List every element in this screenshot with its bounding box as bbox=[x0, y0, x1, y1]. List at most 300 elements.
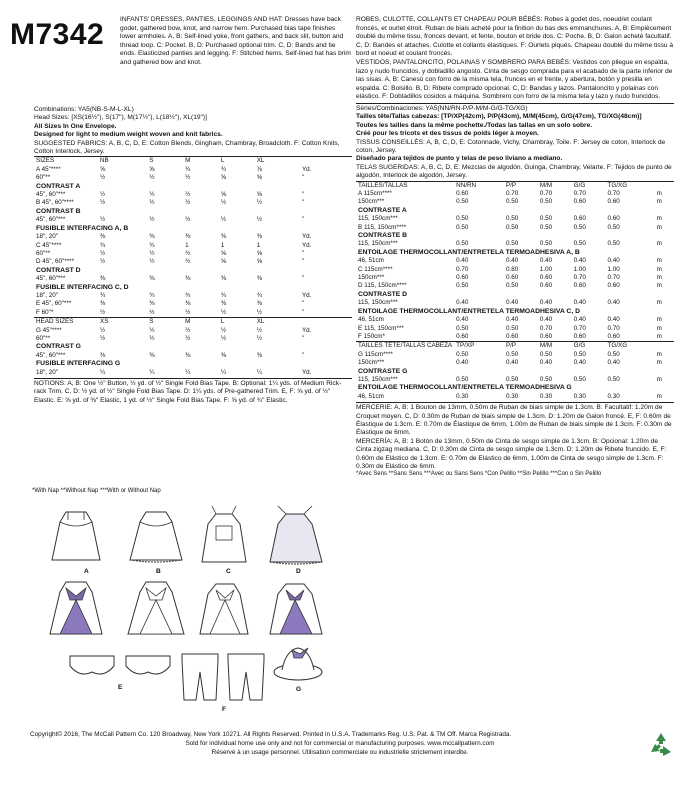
section-title: ENTOILAGE THERMOCOLLANT/ENTRETELA TERMOADHESIVA G bbox=[358, 384, 572, 392]
garment-f-leggings bbox=[182, 654, 264, 700]
garment-label-b: B bbox=[156, 568, 161, 575]
table-cell: 0.50 bbox=[539, 223, 553, 231]
table-cell: ½ bbox=[149, 326, 155, 334]
table-cell: 45", 60"*** bbox=[36, 351, 66, 359]
table-cell: L bbox=[219, 157, 255, 166]
french-spanish-column bbox=[356, 16, 674, 479]
garment-drawings-svg bbox=[30, 500, 330, 730]
yardage-table bbox=[34, 156, 352, 377]
table-cell: 60"** bbox=[36, 334, 51, 342]
garment-label-c: C bbox=[226, 568, 231, 575]
table-cell: " bbox=[301, 258, 305, 266]
table-cell: ⅝ bbox=[256, 249, 262, 257]
table-cell: 115, 150cm*** bbox=[358, 299, 398, 307]
table-cell: D 45", 60"**** bbox=[36, 258, 75, 266]
table-cell: 0.40 bbox=[607, 299, 620, 307]
table-cell: 18", 20" bbox=[36, 291, 58, 299]
table-row bbox=[34, 275, 352, 283]
head-sizes-fr: Tailles tête/Tallas cabezas: [TP/XP(42cm), P/P(43cm), M/M(45cm), G/G(47cm), TG/XG(48cm)] bbox=[356, 113, 642, 121]
table-cell: ½ bbox=[149, 258, 155, 266]
table-section-row bbox=[356, 291, 674, 299]
table-cell: 1 bbox=[256, 241, 261, 249]
table-cell: ½ bbox=[220, 326, 227, 334]
table-cell: m bbox=[656, 350, 662, 358]
table-cell: ½ bbox=[100, 326, 106, 334]
table-cell: ⅜ bbox=[256, 300, 262, 308]
table-row bbox=[356, 190, 674, 198]
garment-label-f: F bbox=[222, 706, 227, 713]
garment-label-d: D bbox=[296, 568, 301, 575]
table-cell: 115, 150cm*** bbox=[358, 375, 398, 383]
section-title: FUSIBLE INTERFACING G bbox=[36, 360, 121, 368]
table-cell: 60"** bbox=[36, 174, 51, 182]
table-cell: m bbox=[656, 316, 662, 324]
table-row bbox=[34, 250, 352, 258]
table-row bbox=[356, 266, 674, 274]
table-cell: 46, 51cm bbox=[358, 392, 384, 400]
table-cell: 0.40 bbox=[573, 299, 586, 307]
table-cell: " bbox=[301, 199, 305, 207]
table-cell: m bbox=[656, 190, 662, 197]
table-cell: 0.70 bbox=[505, 190, 519, 197]
table-row bbox=[34, 166, 352, 174]
table-cell: ⅞ bbox=[256, 165, 262, 173]
table-cell: M bbox=[183, 318, 219, 327]
table-cell: m bbox=[656, 375, 662, 383]
copyright-line: Copyright© 2016, The McCall Pattern Co. 120 Broadway, New York 10271. All Rights Reserved. Printed in U.S.A. Trademarks Reg. U.S. Pat. & TM Off. Marca Registrada. bbox=[30, 731, 512, 738]
garment-c-back bbox=[200, 584, 248, 634]
table-row bbox=[34, 369, 352, 377]
table-cell: 150cm*** bbox=[358, 359, 385, 367]
table-cell: 0.50 bbox=[456, 324, 469, 332]
series-text: Séries/Combinaciones: YA5(NN/RN-P/P-M/M-G/G-TG/XG) bbox=[356, 104, 528, 112]
table-cell: ½ bbox=[185, 199, 191, 207]
table-cell: ½ bbox=[256, 199, 262, 207]
table-cell: ⅝ bbox=[149, 165, 155, 173]
table-cell: 0.60 bbox=[607, 282, 620, 290]
table-cell: 0.50 bbox=[607, 240, 620, 248]
table-cell: M/M bbox=[538, 181, 572, 190]
table-cell: m bbox=[656, 299, 662, 307]
table-cell: 0.50 bbox=[539, 198, 553, 206]
table-row bbox=[34, 199, 352, 207]
table-cell: 0.60 bbox=[607, 198, 620, 206]
table-cell: ½ bbox=[100, 334, 106, 342]
table-cell: 0.50 bbox=[607, 350, 620, 358]
usage-line-fr: Réservé à un usage personnel. Utilisation commerciale ou industrielle strictement interdite. bbox=[211, 749, 469, 756]
table-row bbox=[356, 282, 674, 290]
table-cell: ⅜ bbox=[220, 351, 227, 359]
table-cell: ½ bbox=[256, 308, 262, 316]
table-cell: 0.60 bbox=[456, 274, 469, 282]
section-title: FUSIBLE INTERFACING C, D bbox=[36, 283, 129, 291]
table-row bbox=[34, 242, 352, 250]
table-subheader-row bbox=[34, 318, 352, 327]
table-cell: 0.60 bbox=[573, 198, 586, 206]
table-cell: " bbox=[301, 275, 305, 283]
section-title: CONTRASTE B bbox=[358, 232, 408, 240]
table-subheader-row bbox=[356, 342, 674, 351]
table-row bbox=[356, 376, 674, 384]
table-section-row bbox=[356, 232, 674, 240]
table-cell: 0.40 bbox=[456, 316, 469, 324]
table-cell: 0.50 bbox=[456, 215, 469, 223]
table-cell: 0.30 bbox=[573, 392, 586, 400]
table-row bbox=[356, 240, 674, 248]
table-cell: F 150cm* bbox=[358, 332, 385, 340]
table-cell: 0.40 bbox=[456, 359, 469, 367]
table-cell: L bbox=[219, 318, 255, 327]
table-cell: D 115, 150cm**** bbox=[358, 282, 407, 290]
table-section-row bbox=[356, 368, 674, 376]
table-cell: ½ bbox=[149, 174, 155, 182]
head-sizes-text: Head Sizes: [XS(16½"), S(17"), M(17½"), L(18½"), XL(19")] bbox=[34, 114, 207, 122]
table-cell: 0.70 bbox=[607, 324, 620, 332]
table-cell: 0.60 bbox=[539, 274, 553, 282]
table-cell: ½ bbox=[149, 191, 155, 199]
table-cell: ½ bbox=[149, 199, 155, 207]
nap-note: *With Nap **Without Nap ***With or Without Nap bbox=[32, 488, 161, 494]
table-cell: 1.00 bbox=[607, 265, 620, 273]
table-cell: TAILLES/TALLAS bbox=[356, 181, 454, 190]
table-cell: 0.50 bbox=[607, 223, 620, 231]
table-cell: 0.50 bbox=[456, 198, 469, 206]
table-cell: 0.40 bbox=[456, 299, 469, 307]
table-cell: 0.60 bbox=[607, 332, 620, 340]
section-title: FUSIBLE INTERFACING A, B bbox=[36, 224, 129, 232]
table-cell: 0.80 bbox=[505, 265, 519, 273]
section-title: ENTOILAGE THERMOCOLLANT/ENTRETELA TERMOADHESIVA C, D bbox=[358, 307, 581, 315]
usage-line-en: Sold for individual home use only and not for commercial or manufacturing purposes. www.mccallpattern.com bbox=[185, 740, 495, 747]
table-cell: 45", 60"*** bbox=[36, 216, 66, 224]
table-cell: C 115cm**** bbox=[358, 265, 393, 273]
table-cell: 0.50 bbox=[573, 223, 586, 231]
table-cell bbox=[655, 342, 674, 351]
table-cell: ½ bbox=[149, 334, 155, 342]
garment-a-back bbox=[50, 582, 102, 634]
table-section-row bbox=[34, 208, 352, 216]
table-cell: E 45", 60"*** bbox=[36, 300, 72, 308]
table-cell: ¼ bbox=[256, 368, 262, 376]
table-cell: ½ bbox=[256, 334, 262, 342]
table-cell: HEAD SIZES bbox=[34, 318, 98, 327]
table-cell: 0.50 bbox=[539, 215, 553, 223]
table-cell: TP/XP bbox=[454, 342, 504, 351]
table-cell: 0.30 bbox=[505, 392, 519, 400]
table-cell: 0.70 bbox=[607, 274, 620, 282]
table-cell: 45", 60"*** bbox=[36, 191, 66, 199]
table-cell: 0.50 bbox=[573, 350, 586, 358]
table-cell: Yd. bbox=[301, 165, 312, 173]
garment-label-e: E bbox=[118, 684, 123, 691]
table-cell: 0.60 bbox=[573, 282, 586, 290]
table-cell: m bbox=[656, 324, 662, 332]
table-cell bbox=[300, 318, 352, 327]
table-cell: ½ bbox=[185, 174, 191, 182]
table-cell: 0.60 bbox=[456, 332, 469, 340]
table-cell: ⅝ bbox=[256, 191, 262, 199]
section-title: CONTRAST B bbox=[36, 207, 81, 215]
garment-label-g: G bbox=[296, 686, 302, 693]
table-cell: ⅜ bbox=[220, 300, 227, 308]
designed-text: Designed for light to medium weight woven and knit fabrics. bbox=[34, 131, 223, 139]
table-cell: 0.60 bbox=[539, 332, 553, 340]
table-cell: ¾ bbox=[220, 165, 227, 173]
telas-text: TELAS SUGERIDAS: A, B, C, D, E: Mezclas de algodón, Guinga, Chambray, Velarte. F: Tejidos de punto de algodón, Interlock de algodón, Jersey. bbox=[356, 163, 672, 180]
table-cell: Yd. bbox=[301, 233, 312, 241]
table-cell: Yd. bbox=[301, 241, 312, 249]
table-cell: 0.30 bbox=[607, 392, 620, 400]
intro-spanish: VESTIDOS, PANTALONCITO, POLAINAS Y SOMBRERO PARA BEBÉS: Vestidos con pliegue en espalda, lazo y nudo fruncidos, y dobladillo angosto. Cinta de sesgo comprada para el acabado de la parte inferior de las sisas. A, B: Canesú con forro de la misma tela, frunces en el frente, y abertura, botón y presilla en espalda. C: Bolsillo. B, D: Ribete comprado opcional. C, D: Bandas y lazos. Pantaloncito y polainas con elástico. F: Dobladillos cosidos a máquina. Sombrero con forro de la misma tela y lazo y nudo fruncidos. bbox=[356, 58, 673, 101]
table-cell: G/G bbox=[572, 181, 606, 190]
nap-note-fr-es: *Avec Sens **Sans Sens ***Avec ou Sans Sens *Con Pelillo **Sin Pelillo ***Con o Sin Pelillo bbox=[356, 471, 602, 478]
table-row bbox=[34, 335, 352, 343]
table-cell: " bbox=[301, 300, 305, 308]
table-cell: NN/RN bbox=[454, 181, 504, 190]
table-cell: 0.50 bbox=[505, 350, 519, 358]
table-cell: m bbox=[656, 223, 662, 231]
garment-d-front bbox=[270, 506, 322, 564]
table-section-row bbox=[34, 267, 352, 275]
table-cell: ⅜ bbox=[185, 233, 191, 241]
table-cell: m bbox=[656, 392, 662, 400]
table-cell: m bbox=[656, 359, 662, 367]
table-cell: ⅜ bbox=[185, 351, 191, 359]
section-title: CONTRASTE G bbox=[358, 367, 408, 375]
table-row bbox=[356, 198, 674, 206]
table-cell: " bbox=[301, 249, 305, 257]
table-cell: G 115cm**** bbox=[358, 350, 393, 358]
table-cell: 0.40 bbox=[607, 257, 620, 265]
table-section-row bbox=[34, 343, 352, 351]
table-cell: ⅝ bbox=[220, 258, 227, 266]
table-cell: 0.50 bbox=[539, 240, 553, 248]
table-cell: ⅜ bbox=[100, 300, 106, 308]
table-cell: 0.50 bbox=[539, 375, 553, 383]
garment-label-a: A bbox=[84, 568, 89, 575]
table-cell: 0.60 bbox=[607, 215, 620, 223]
table-cell: ¼ bbox=[100, 368, 106, 376]
section-title: CONTRASTE D bbox=[358, 290, 408, 298]
table-cell: 46, 51cm bbox=[358, 257, 384, 265]
metric-yardage-table bbox=[356, 181, 674, 402]
table-cell: Yd. bbox=[301, 368, 312, 376]
table-cell: 0.50 bbox=[539, 350, 553, 358]
table-cell: ½ bbox=[100, 258, 106, 266]
table-cell: XS bbox=[98, 318, 147, 327]
table-cell: ½ bbox=[100, 174, 106, 182]
table-cell: 0.40 bbox=[505, 299, 519, 307]
section-title: ENTOILAGE THERMOCOLLANT/ENTRETELA TERMOADHESIVA A, B bbox=[358, 248, 580, 256]
table-cell: 0.40 bbox=[505, 257, 519, 265]
table-cell: 0.40 bbox=[573, 359, 586, 367]
table-cell: ½ bbox=[185, 258, 191, 266]
table-cell: m bbox=[656, 198, 662, 206]
table-cell: 0.50 bbox=[505, 324, 519, 332]
table-cell: ⅜ bbox=[100, 351, 106, 359]
table-cell: 0.40 bbox=[573, 257, 586, 265]
table-cell: 0.50 bbox=[505, 223, 519, 231]
garment-c-front bbox=[202, 506, 246, 562]
table-cell: 1 bbox=[220, 241, 225, 249]
table-cell: ½ bbox=[185, 308, 191, 316]
table-row bbox=[356, 215, 674, 223]
table-cell: 0.50 bbox=[456, 350, 469, 358]
table-cell: 0.50 bbox=[456, 282, 469, 290]
table-cell: ½ bbox=[220, 216, 227, 224]
suggested-fabrics: SUGGESTED FABRICS: A, B, C, D, E: Cotton Blends, Gingham, Chambray, Broadcloth. F: Cotton Knits, Cotton Interlock, Jersey. bbox=[34, 139, 340, 156]
table-cell: ⅝ bbox=[220, 191, 227, 199]
table-cell: ⅜ bbox=[100, 233, 106, 241]
table-cell: ¾ bbox=[100, 241, 106, 249]
intro-english: INFANTS' DRESSES, PANTIES, LEGGINGS AND HAT: Dresses have back godet, gathered bow, knot, and narrow hem. Purchased bias tape finishes lower armholes. A, B: Self-lined yoke, front gathers, and back slit, button and thread loop. C: Pocket. B, D: Purchased optional trim. C, D: Bands and tie ends. Elasticized panties and legging. F: Stitched hems. Self-lined hat has brim and gathered bow and knot. bbox=[120, 16, 351, 66]
table-cell: 0.60 bbox=[505, 274, 519, 282]
table-cell: ½ bbox=[185, 326, 191, 334]
table-cell: 46, 51cm bbox=[358, 316, 384, 324]
combinations-text: Combinations: YA5(NB-S-M-L-XL) bbox=[34, 106, 134, 113]
table-cell: ½ bbox=[185, 249, 191, 257]
table-cell: ½ bbox=[256, 216, 262, 224]
table-cell: 0.40 bbox=[505, 316, 519, 324]
table-cell: 0.70 bbox=[607, 190, 620, 197]
table-cell: 0.60 bbox=[456, 190, 469, 197]
table-section-row bbox=[356, 249, 674, 257]
notions-text: NOTIONS: A, B: One ½" Button, ½ yd. of ½" Single Fold Bias Tape. B: Optional: 1¼ yds. of Medium Rick-rack Trim. C, D: ½ yd. of ½" Single Fold Bias Tape. D: 1¼ yds. of Pre-gathered Trim. E, F: ⅝ yd. of ½" Elastic. E: ⅝ yd. of ⅜" Elastic, 1 yd. of ½" Single Fold Bias Tape. F: ⅝ yd. of ¾" Elastic. bbox=[34, 380, 342, 404]
section-title: CONTRAST A bbox=[36, 182, 81, 190]
table-row bbox=[356, 393, 674, 401]
table-cell: ½ bbox=[220, 334, 227, 342]
table-cell: ⅜ bbox=[149, 300, 155, 308]
table-row bbox=[34, 233, 352, 241]
table-cell: ¾ bbox=[100, 291, 106, 299]
recycle-icon bbox=[646, 730, 676, 760]
table-cell: Yd. bbox=[301, 291, 312, 299]
table-section-row bbox=[34, 225, 352, 233]
table-cell: 0.60 bbox=[505, 332, 519, 340]
table-cell: ¾ bbox=[185, 165, 191, 173]
table-cell: ¾ bbox=[256, 291, 262, 299]
table-cell: SIZES bbox=[34, 157, 98, 166]
table-cell: ¾ bbox=[185, 291, 191, 299]
all-sizes-fr: Toutes les tailles dans la même pochette./Todas las tallas en un solo sobre. bbox=[356, 121, 593, 129]
table-cell: XL bbox=[255, 318, 300, 327]
table-cell: ⅜ bbox=[149, 351, 155, 359]
table-cell: ¼ bbox=[185, 368, 191, 376]
table-cell: 0.40 bbox=[456, 257, 469, 265]
table-cell: 0.60 bbox=[539, 282, 553, 290]
table-cell: " bbox=[301, 174, 305, 182]
garment-e-panties bbox=[70, 656, 170, 674]
table-cell: 150cm*** bbox=[358, 198, 385, 206]
table-cell bbox=[300, 157, 352, 166]
table-cell: 0.40 bbox=[539, 257, 553, 265]
table-cell: ½ bbox=[149, 308, 155, 316]
table-cell: 0.40 bbox=[573, 316, 586, 324]
table-cell: 0.60 bbox=[573, 332, 586, 340]
table-cell: 0.30 bbox=[456, 392, 469, 400]
table-row bbox=[34, 191, 352, 199]
table-cell: ⅝ bbox=[220, 174, 227, 182]
garment-a-front bbox=[52, 512, 100, 560]
section-title: CONTRAST G bbox=[36, 343, 81, 351]
table-section-row bbox=[34, 360, 352, 368]
table-header-row bbox=[34, 157, 352, 166]
table-cell: 0.50 bbox=[607, 375, 620, 383]
table-cell: 0.50 bbox=[505, 215, 519, 223]
table-cell: 0.40 bbox=[607, 359, 620, 367]
table-cell: F 60"* bbox=[36, 308, 54, 316]
table-cell: ⅝ bbox=[100, 165, 106, 173]
garment-d-back bbox=[270, 584, 322, 634]
table-cell: M bbox=[183, 157, 219, 166]
table-cell: ⅝ bbox=[220, 249, 227, 257]
table-cell: ½ bbox=[185, 216, 191, 224]
section-title: CONTRAST D bbox=[36, 266, 81, 274]
table-row bbox=[356, 274, 674, 282]
table-cell: ½ bbox=[100, 216, 106, 224]
table-cell: ½ bbox=[220, 308, 227, 316]
pattern-code: M7342 bbox=[10, 18, 105, 51]
table-cell: 0.50 bbox=[505, 198, 519, 206]
all-sizes-text: All Sizes In One Envelope. bbox=[34, 122, 117, 130]
table-cell: 0.70 bbox=[573, 324, 586, 332]
table-cell: S bbox=[147, 318, 183, 327]
table-cell: 0.70 bbox=[573, 274, 586, 282]
table-section-row bbox=[356, 207, 674, 215]
table-cell: ½ bbox=[100, 249, 106, 257]
table-cell: 0.60 bbox=[573, 215, 586, 223]
table-cell: m bbox=[656, 215, 662, 223]
table-section-row bbox=[34, 284, 352, 292]
garment-g-hat bbox=[274, 648, 322, 680]
table-cell: ⅜ bbox=[256, 275, 262, 283]
table-cell: ¾ bbox=[149, 241, 155, 249]
table-cell: 150cm*** bbox=[358, 274, 385, 282]
table-cell: ½ bbox=[149, 216, 155, 224]
table-cell: ½ bbox=[100, 191, 106, 199]
table-cell: A 115cm**** bbox=[358, 190, 392, 197]
table-cell: 18", 20" bbox=[36, 233, 58, 241]
table-cell: 0.40 bbox=[539, 299, 553, 307]
table-cell: Yd. bbox=[301, 326, 312, 334]
table-row bbox=[356, 333, 674, 342]
table-cell: ½ bbox=[185, 191, 191, 199]
table-cell: 0.40 bbox=[505, 359, 519, 367]
table-cell: P/P bbox=[504, 342, 538, 351]
table-cell: P/P bbox=[504, 181, 538, 190]
table-cell: ½ bbox=[100, 308, 106, 316]
table-cell: " bbox=[301, 308, 305, 316]
table-cell: ½ bbox=[185, 334, 191, 342]
table-cell: m bbox=[656, 332, 662, 340]
table-cell: ⅜ bbox=[149, 275, 155, 283]
table-cell: ⅜ bbox=[185, 275, 191, 283]
table-cell: ⅜ bbox=[220, 233, 227, 241]
table-cell: S bbox=[147, 157, 183, 166]
table-row bbox=[34, 352, 352, 360]
table-cell: 0.40 bbox=[607, 316, 620, 324]
table-row bbox=[356, 299, 674, 307]
tissus-text: TISSUS CONSEILLÉS: A, B, C, D, E: Cotonnade, Vichy, Chambray, Toile. F: Jersey de coton, Interlock de coton, Jersey. bbox=[356, 138, 666, 154]
table-cell: TG/XG bbox=[606, 342, 655, 351]
table-cell: ⅝ bbox=[256, 174, 262, 182]
table-cell: A 45"**** bbox=[36, 165, 61, 173]
table-cell: 45", 60"*** bbox=[36, 275, 66, 283]
table-cell: ¼ bbox=[149, 368, 155, 376]
table-cell: m bbox=[656, 240, 662, 248]
table-cell: ⅜ bbox=[149, 233, 155, 241]
table-cell: " bbox=[301, 334, 305, 342]
